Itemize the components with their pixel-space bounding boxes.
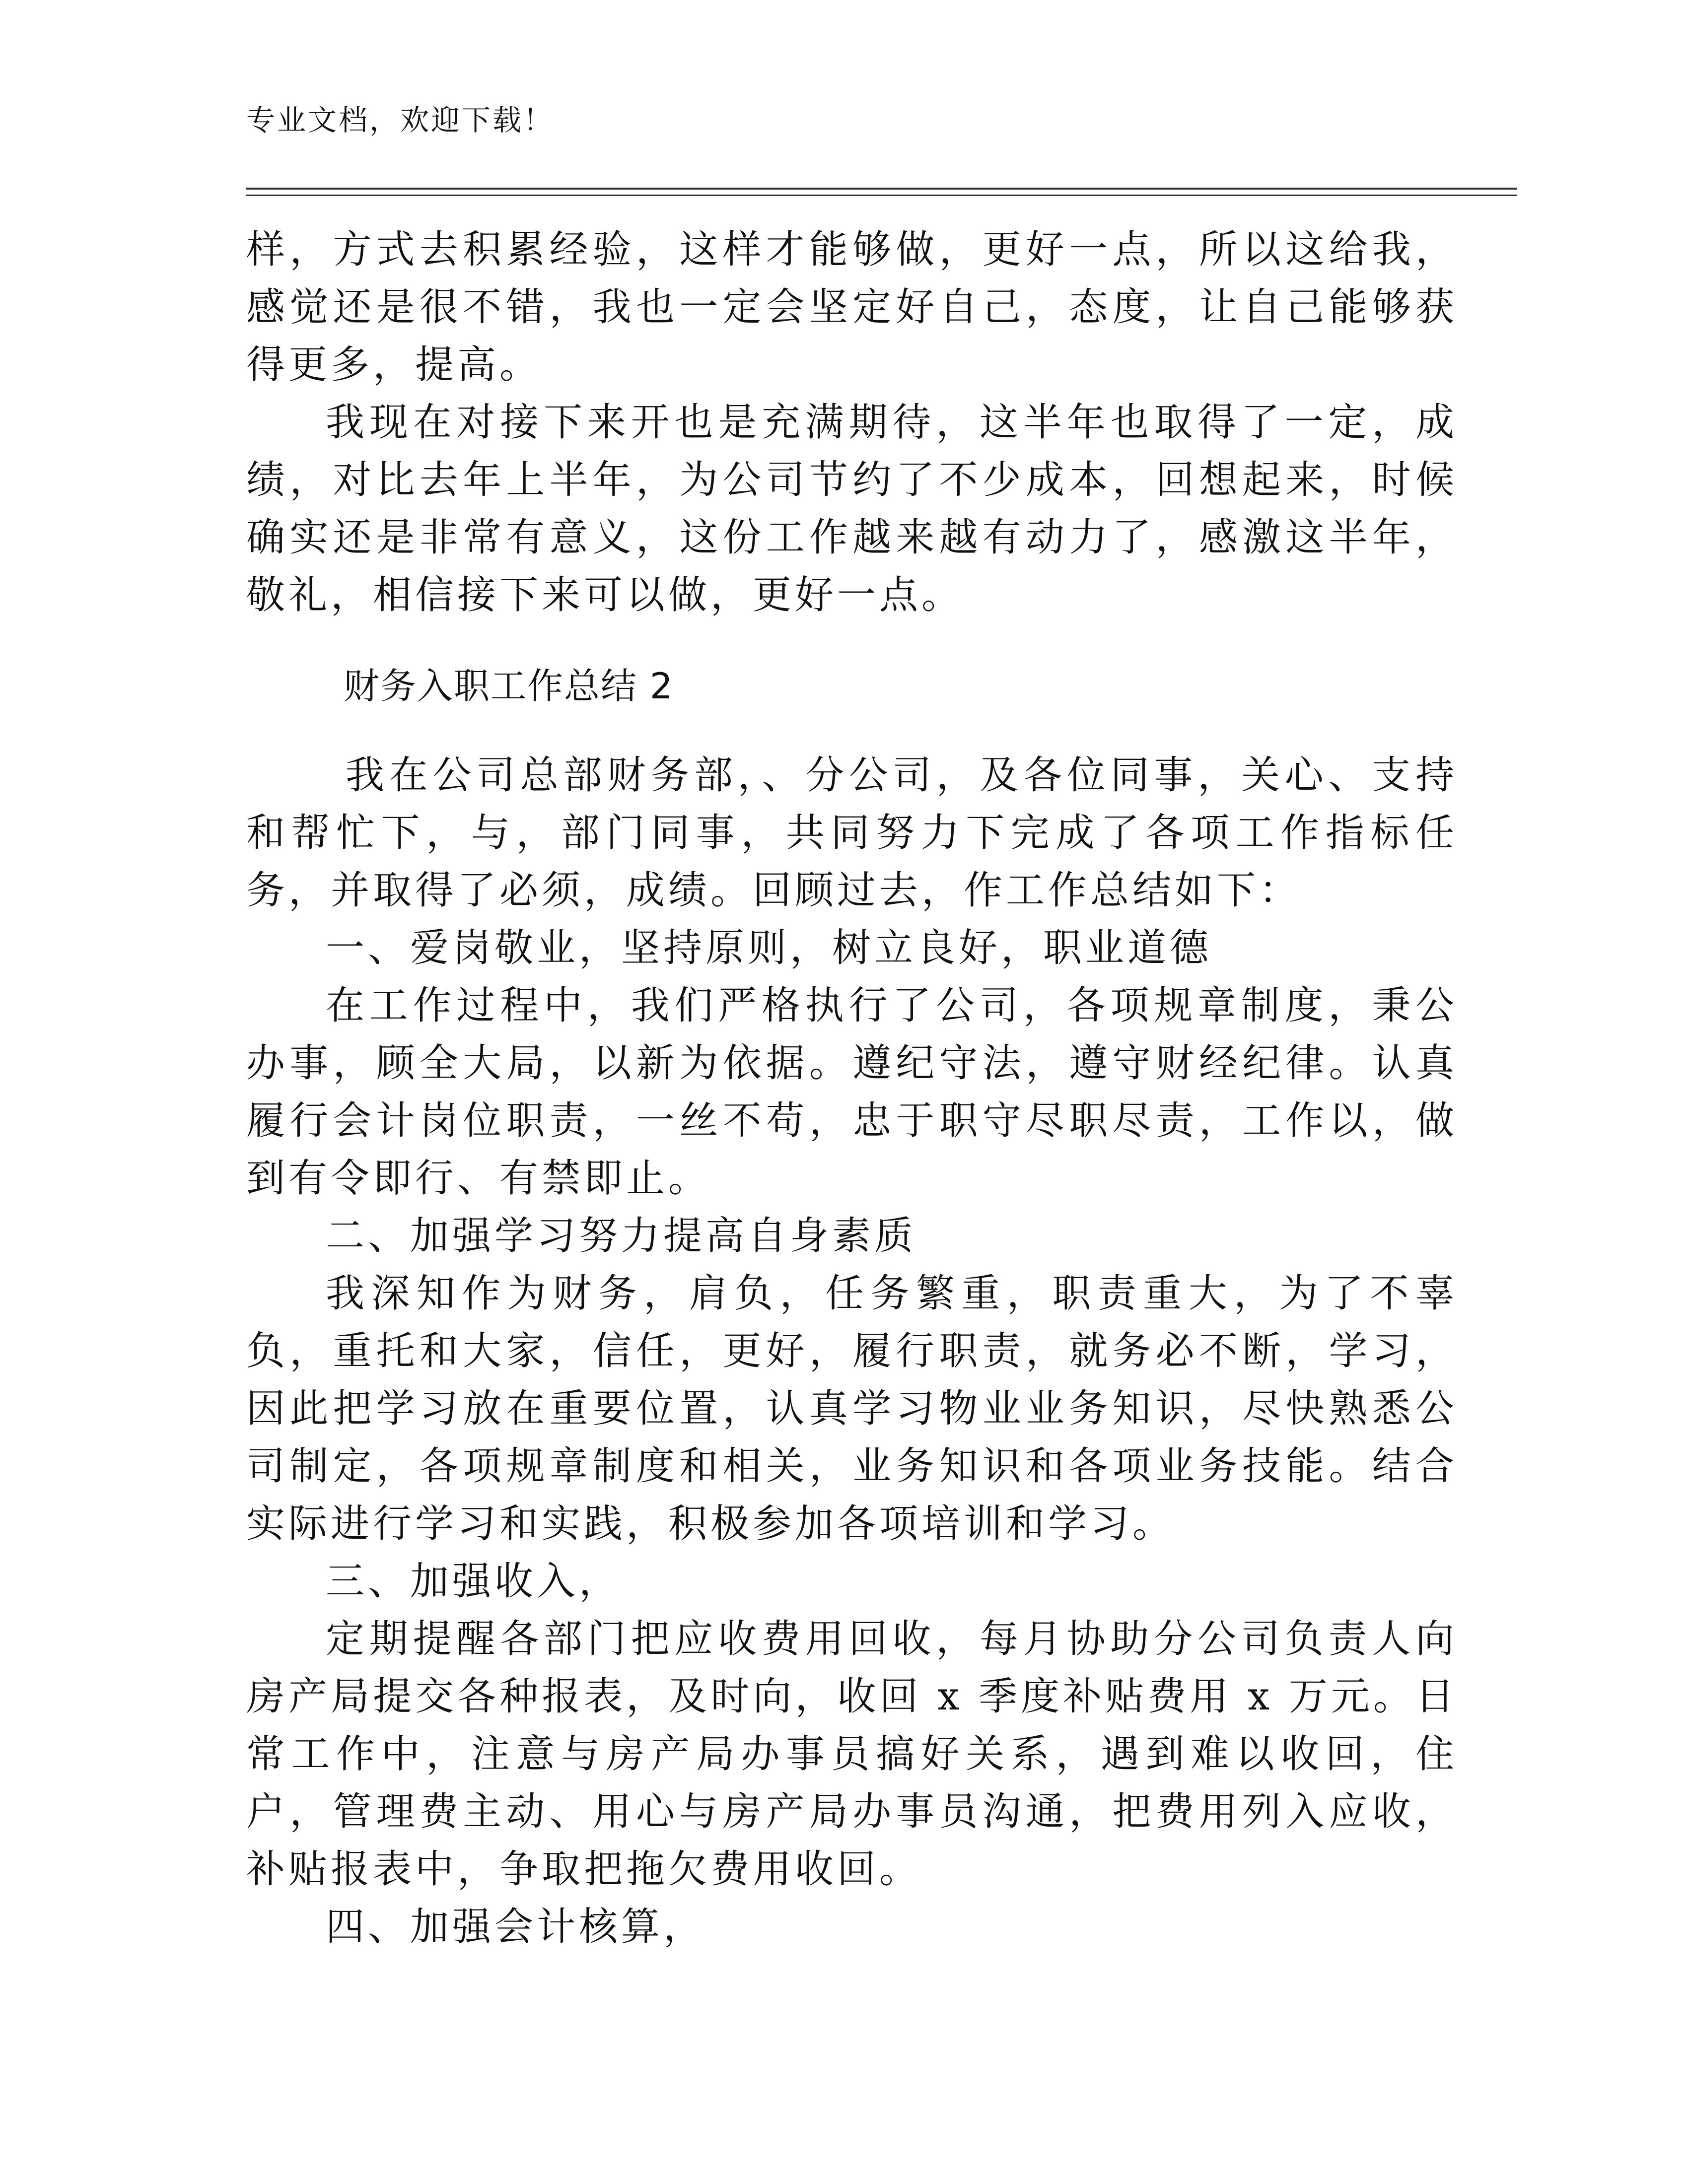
section-2-title: 二、加强学习努力提高自身素质 bbox=[326, 1214, 917, 1258]
section-2-body: 我深知作为财务，肩负，任务繁重，职责重大，为了不辜负，重托和大家，信任，更好，履行职责，就务必不断，学习，因此把学习放在重要位置，认真学习物业业务知识，尽快熟悉公司制定，各项规章制度和相关，业务知识和各项业务技能。结合实际进行学习和实践，积极参加各项培训和学习。 bbox=[246, 1271, 1458, 1546]
paragraph-continuation: 样，方式去积累经验，这样才能够做，更好一点，所以这给我，感觉还是很不错，我也一定会坚定好自己，态度，让自己能够获得更多，提高。 bbox=[246, 227, 1458, 387]
section-heading: 财务入职工作总结 2 bbox=[344, 665, 674, 707]
paragraph-expectation: 我现在对接下来开也是充满期待，这半年也取得了一定，成绩，对比去年上半年，为公司节约了不少成本，回想起来，时候确实还是非常有意义，这份工作越来越有动力了，感激这半年，敬礼，相信接下来可以做，更好一点。 bbox=[246, 400, 1458, 617]
header-rule-thick bbox=[246, 188, 1517, 190]
section-4-title: 四、加强会计核算， bbox=[326, 1905, 706, 1949]
paragraph-intro: 我在公司总部财务部，、分公司，及各位同事，关心、支持和帮忙下，与，部门同事，共同努力下完成了各项工作指标任务，并取得了必须，成绩。回顾过去，作工作总结如下： bbox=[246, 753, 1458, 913]
section-1-body: 在工作过程中，我们严格执行了公司，各项规章制度，秉公办事，顾全大局，以新为依据。遵纪守法，遵守财经纪律。认真履行会计岗位职责，一丝不苟，忠于职守尽职尽责，工作以，做到有令即行、有禁即止。 bbox=[246, 983, 1458, 1201]
section-1-title: 一、爱岗敬业，坚持原则，树立良好，职业道德 bbox=[326, 926, 1212, 970]
section-3-title: 三、加强收入， bbox=[326, 1559, 622, 1604]
document-body bbox=[246, 221, 1458, 1956]
section-3-body: 定期提醒各部门把应收费用回收，每月协助分公司负责人向房产局提交各种报表，及时向，收回 x 季度补贴费用 x 万元。日常工作中，注意与房产局办事员搞好关系，遇到难以收回，住户，管理费主动、用心与房产局办事员沟通，把费用列入应收，补贴报表中，争取把拖欠费用收回。 bbox=[246, 1617, 1458, 1892]
page-header: 专业文档，欢迎下载！ bbox=[246, 103, 555, 137]
header-rule-thin bbox=[246, 195, 1517, 196]
